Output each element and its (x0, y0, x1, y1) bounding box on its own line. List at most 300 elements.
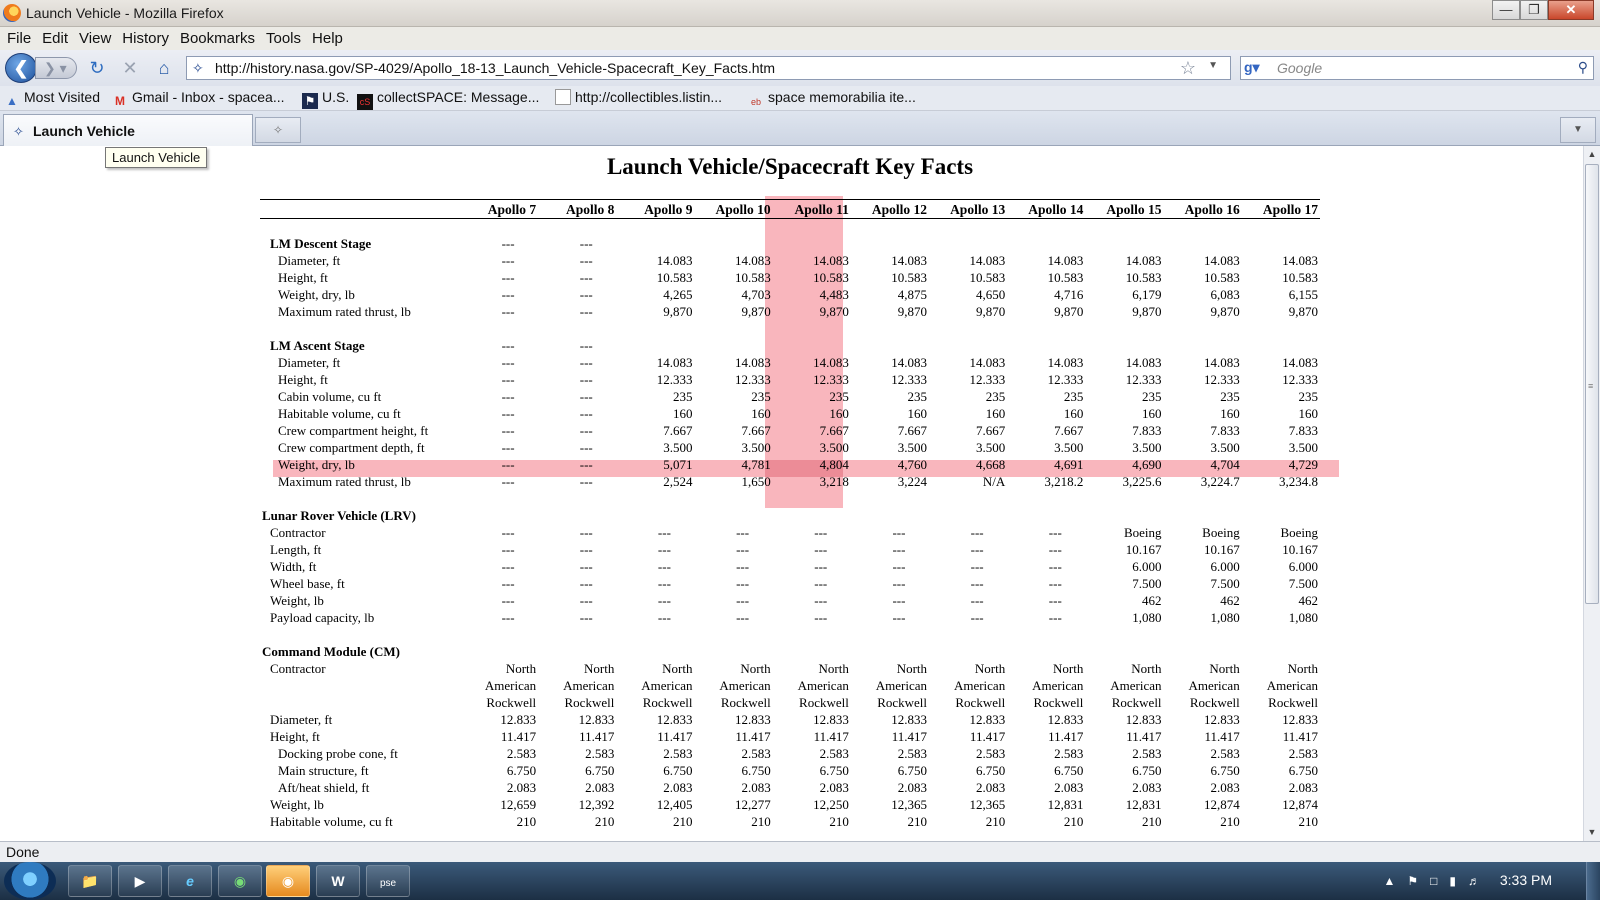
table-cell: 2,524 (663, 474, 693, 489)
table-cell: Rockwell (877, 695, 928, 710)
table-cell: 462 (1142, 593, 1162, 608)
table-cell: --- (501, 423, 515, 438)
table-cell: --- (579, 542, 593, 557)
status-bar (0, 841, 1600, 862)
table-cell: --- (736, 593, 750, 608)
taskbar-firefox[interactable] (266, 865, 310, 897)
table-row (260, 592, 1320, 609)
table-cell: Rockwell (1111, 695, 1162, 710)
table-cell: 12,874 (1282, 797, 1318, 812)
table-cell: Rockwell (1189, 695, 1240, 710)
table-cell: 7.667 (741, 423, 771, 438)
scroll-up-icon[interactable]: ▲ (1587, 149, 1597, 159)
table-cell: 7.667 (819, 423, 849, 438)
table-cell: 12,392 (578, 797, 615, 812)
table-cell: 7.667 (897, 423, 928, 438)
menu-view[interactable]: View (79, 30, 112, 47)
table-cell: --- (892, 610, 906, 625)
table-cell: 4,703 (741, 287, 771, 302)
table-cell: 9,870 (1132, 304, 1162, 319)
table-cell (1007, 337, 1085, 354)
table-cell: 14.083 (813, 253, 849, 268)
table-cell: 3.500 (897, 440, 928, 455)
taskbar-ie[interactable] (168, 865, 212, 897)
table-cell: --- (736, 525, 750, 540)
table-cell: 12,365 (891, 797, 928, 812)
url-bar[interactable] (186, 56, 1231, 80)
bookmark-us[interactable]: ⚑ U.S. (302, 89, 349, 109)
table-cell: Height, ft (278, 372, 328, 387)
table-cell: 10.583 (1125, 270, 1162, 285)
table-cell: 6.000 (1132, 559, 1162, 574)
table-cell: Rockwell (955, 695, 1006, 710)
search-placeholder[interactable]: Google (1277, 60, 1323, 76)
table-cell: --- (579, 270, 593, 285)
taskbar-word[interactable] (316, 865, 360, 897)
search-bar[interactable] (1240, 56, 1594, 80)
gmail-icon: M (115, 94, 125, 108)
table-cell: 12.833 (578, 712, 615, 727)
table-row (260, 354, 1320, 371)
spacer-row (260, 626, 1320, 643)
table-cell: --- (579, 610, 593, 625)
table-cell: 2.583 (975, 746, 1006, 761)
table-cell: 3.500 (1288, 440, 1318, 455)
menu-bookmarks[interactable]: Bookmarks (179, 30, 255, 47)
table-cell: 160 (829, 406, 849, 421)
column-header: Apollo 9 (644, 202, 693, 217)
table-cell: 6,155 (1288, 287, 1318, 302)
taskbar-clock[interactable]: 3:33 PM (1499, 872, 1552, 888)
firefox-icon (3, 4, 21, 22)
table-cell: Width, ft (270, 559, 317, 574)
table-cell: 6.000 (1210, 559, 1240, 574)
table-cell: Rockwell (1268, 695, 1318, 710)
table-cell: 14.083 (1047, 253, 1084, 268)
header-blank (260, 202, 460, 218)
table-cell (1164, 235, 1242, 252)
table-cell: Rockwell (1033, 695, 1084, 710)
url-dropdown-icon[interactable]: ▼ (1208, 60, 1218, 71)
table-cell: American (641, 678, 693, 693)
table-cell: 10.583 (1282, 270, 1318, 285)
table-cell: Crew compartment depth, ft (278, 440, 425, 455)
pse-icon: pse (379, 878, 397, 889)
table-cell: Weight, lb (270, 797, 324, 812)
table-cell: --- (579, 525, 593, 540)
vertical-scrollbar[interactable] (1583, 146, 1600, 841)
table-cell (1164, 507, 1242, 524)
table-cell: --- (579, 287, 593, 302)
table-cell: 11.417 (1048, 729, 1084, 744)
table-cell: --- (501, 406, 515, 421)
table-cell: 235 (829, 389, 849, 404)
window-controls (1492, 0, 1594, 20)
table-row (260, 252, 1320, 269)
table-cell: 210 (594, 814, 615, 829)
table-cell: 14.083 (656, 253, 693, 268)
table-cell (773, 337, 851, 354)
table-cell (616, 337, 694, 354)
table-cell (695, 235, 773, 252)
table-cell (929, 235, 1007, 252)
table-cell: Height, ft (270, 729, 320, 744)
table-cell: Rockwell (720, 695, 771, 710)
table-cell (1242, 337, 1320, 354)
table-cell: 12.833 (1125, 712, 1162, 727)
table-cell: 4,691 (1054, 457, 1084, 472)
table-cell: 160 (1063, 406, 1084, 421)
table-cell: 12.833 (656, 712, 693, 727)
table-cell: --- (501, 338, 515, 353)
table-cell: American (563, 678, 615, 693)
table-cell: 462 (1298, 593, 1318, 608)
table-cell: 2.583 (663, 746, 693, 761)
network-icon[interactable]: ▮ (1449, 874, 1456, 888)
table-cell: 2.583 (585, 746, 615, 761)
table-cell: 12.833 (891, 712, 928, 727)
table-cell: 14.083 (969, 355, 1006, 370)
table-cell: American (484, 678, 537, 693)
table-cell: 210 (985, 814, 1006, 829)
table-cell: 4,704 (1210, 457, 1240, 472)
table-cell (1242, 235, 1320, 252)
table-cell: Wheel base, ft (270, 576, 345, 591)
table-cell: 210 (751, 814, 771, 829)
tab-strip (0, 111, 1600, 146)
tab-launch-vehicle[interactable] (3, 114, 253, 146)
maximize-button[interactable]: ❐ (1520, 0, 1548, 20)
table-cell: 210 (1142, 814, 1162, 829)
table-cell: 11.417 (657, 729, 693, 744)
minimize-button[interactable]: — (1492, 0, 1520, 20)
tray-expand-icon[interactable]: ▲ (1383, 874, 1396, 888)
column-header: Apollo 12 (871, 202, 928, 217)
bookmark-most-visited[interactable]: ▲ Most Visited (4, 89, 100, 109)
table-cell: 1,080 (1288, 610, 1318, 625)
table-cell: 6.750 (663, 763, 693, 778)
url-text[interactable]: http://history.nasa.gov/SP-4029/Apollo_18-13_Launch_Vehicle-Spacecraft_Key_Facts.htm (215, 60, 776, 76)
table-cell: 12.833 (1203, 712, 1240, 727)
bookmarks-toolbar (0, 86, 1600, 111)
table-cell: 4,729 (1288, 457, 1318, 472)
table-cell: --- (501, 559, 515, 574)
menu-tools[interactable]: Tools (265, 30, 302, 47)
table-cell: --- (501, 474, 515, 489)
google-engine-icon[interactable]: g▾ (1244, 59, 1260, 75)
column-header: Apollo 13 (950, 202, 1006, 217)
table-cell: --- (736, 542, 750, 557)
table-cell: --- (1048, 610, 1062, 625)
table-cell: 2.583 (1054, 746, 1084, 761)
app-icon: ◉ (233, 873, 247, 889)
bookmark-space-memorabilia[interactable]: eb space memorabilia ite... (748, 89, 916, 110)
bookmark-us-icon: ⚑ (302, 93, 318, 109)
table-cell: 10.583 (1047, 270, 1084, 285)
table-cell: 12.833 (1282, 712, 1318, 727)
table-cell: 7.833 (1210, 423, 1240, 438)
table-cell: --- (970, 559, 984, 574)
table-cell (1085, 235, 1163, 252)
column-header: Apollo 14 (1028, 202, 1084, 217)
table-cell: --- (736, 559, 750, 574)
table-row (260, 456, 1320, 473)
table-cell: 210 (1063, 814, 1084, 829)
table-cell: --- (892, 559, 906, 574)
table-cell: 9,870 (1054, 304, 1084, 319)
bookmark-collectspace[interactable]: cS collectSPACE: Message... (357, 89, 539, 110)
table-cell: 12.333 (656, 372, 693, 387)
table-cell: American (1266, 678, 1318, 693)
table-cell: 11.417 (1282, 729, 1318, 744)
table-cell: --- (657, 610, 671, 625)
table-cell: 160 (1298, 406, 1318, 421)
navigation-toolbar (0, 50, 1600, 86)
table-cell: 12.333 (1125, 372, 1162, 387)
table-cell: 12,250 (813, 797, 849, 812)
action-center-icon[interactable]: ⚑ (1407, 874, 1419, 888)
volume-icon[interactable]: ♬ (1468, 874, 1480, 888)
table-cell: --- (970, 593, 984, 608)
table-cell: --- (501, 389, 515, 404)
show-desktop-button[interactable] (1586, 862, 1600, 900)
table-cell: 7.500 (1288, 576, 1318, 591)
table-cell: Aft/heat shield, ft (278, 780, 370, 795)
table-top-rule (260, 199, 1320, 200)
back-button[interactable]: ❮ (5, 53, 37, 83)
table-row (260, 405, 1320, 422)
column-header: Apollo 11 (794, 202, 849, 217)
table-cell: 5,071 (663, 457, 693, 472)
table-cell: 2.083 (975, 780, 1006, 795)
table-row (260, 541, 1320, 558)
stop-icon[interactable]: ✕ (122, 58, 138, 78)
menu-help[interactable]: Help (312, 30, 343, 47)
table-cell: --- (579, 423, 593, 438)
table-cell: Payload capacity, lb (270, 610, 375, 625)
table-cell: --- (814, 559, 828, 574)
table-row (260, 779, 1320, 796)
table-cell: Weight, dry, lb (278, 287, 355, 302)
taskbar-pse[interactable] (366, 865, 410, 897)
table-cell: North (896, 661, 928, 676)
ebay-icon: eb (750, 97, 761, 107)
column-header: Apollo 8 (565, 202, 615, 217)
table-row (260, 286, 1320, 303)
table-cell: North (1131, 661, 1162, 676)
home-icon[interactable]: ⌂ (158, 58, 170, 78)
taskbar-media-player[interactable] (118, 865, 162, 897)
table-row (260, 269, 1320, 286)
table-cell: --- (579, 236, 593, 251)
table-cell: 4,265 (663, 287, 693, 302)
table-cell: --- (1048, 559, 1062, 574)
table-row (260, 388, 1320, 405)
new-tab-button[interactable]: ✧ (255, 117, 301, 143)
table-cell: 2.083 (1054, 780, 1084, 795)
table-cell (695, 337, 773, 354)
table-cell: 7.833 (1132, 423, 1162, 438)
table-cell: North (505, 661, 537, 676)
table-cell (460, 507, 538, 524)
table-row (260, 609, 1320, 626)
table-cell: Diameter, ft (270, 712, 333, 727)
table-cell: 14.083 (734, 253, 771, 268)
table-cell: 10.167 (1203, 542, 1240, 557)
table-row (260, 422, 1320, 439)
table-cell: LM Descent Stage (270, 236, 372, 251)
table-cell (1164, 337, 1242, 354)
page-title: Launch Vehicle/Spacecraft Key Facts (606, 154, 974, 179)
table-cell: 14.083 (969, 253, 1006, 268)
table-cell: 14.083 (891, 253, 928, 268)
list-all-tabs-button[interactable]: ▼ (1560, 117, 1596, 143)
media-player-icon: ▶ (134, 873, 146, 889)
table-cell: 14.083 (1125, 253, 1162, 268)
table-cell: North (1053, 661, 1084, 676)
table-cell: 2.083 (1132, 780, 1162, 795)
table-cell: 11.417 (1126, 729, 1162, 744)
table-cell: 12,365 (969, 797, 1006, 812)
table-cell: 235 (907, 389, 928, 404)
table-cell: 12.833 (734, 712, 771, 727)
table-cell: 2.083 (897, 780, 928, 795)
bookmark-gmail[interactable]: M Gmail - Inbox - spacea... (112, 89, 285, 109)
table-cell: 9,870 (1288, 304, 1318, 319)
table-cell: 12.333 (1203, 372, 1240, 387)
table-row (260, 558, 1320, 575)
table-cell: 235 (751, 389, 771, 404)
page-icon (555, 89, 571, 105)
table-cell: --- (501, 287, 515, 302)
table-row (260, 473, 1320, 490)
table-cell: North (662, 661, 693, 676)
table-cell: 235 (985, 389, 1006, 404)
table-cell: 10.583 (1203, 270, 1240, 285)
table-cell: 7.667 (663, 423, 693, 438)
close-button[interactable]: ✕ (1548, 0, 1594, 20)
table-cell (1085, 337, 1163, 354)
table-cell: --- (814, 576, 828, 591)
table-cell: 6.750 (819, 763, 849, 778)
table-cell: 9,870 (741, 304, 771, 319)
table-cell: Maximum rated thrust, lb (278, 474, 411, 489)
table-cell: --- (970, 525, 984, 540)
table-cell (851, 507, 929, 524)
taskbar-explorer[interactable] (68, 865, 112, 897)
table-cell: Length, ft (270, 542, 322, 557)
table-cell: 12,831 (1047, 797, 1084, 812)
table-cell: Habitable volume, cu ft (270, 814, 393, 829)
bookmark-collectibles[interactable]: http://collectibles.listin... (555, 89, 722, 105)
table-cell: --- (579, 304, 593, 319)
table-cell: --- (579, 355, 593, 370)
key-facts-table (260, 202, 1320, 830)
table-cell: --- (1048, 576, 1062, 591)
forward-button[interactable]: ❯ ▾ (35, 57, 77, 79)
site-identity-icon[interactable]: ✧ (192, 60, 204, 76)
table-cell: American (875, 678, 928, 693)
table-cell: 12.833 (813, 712, 849, 727)
table-cell: Docking probe cone, ft (278, 746, 398, 761)
table-cell: --- (892, 525, 906, 540)
table-cell (851, 235, 929, 252)
table-cell: 7.833 (1288, 423, 1318, 438)
table-cell: 6.750 (1210, 763, 1240, 778)
table-cell: Main structure, ft (278, 763, 369, 778)
table-cell: --- (657, 593, 671, 608)
table-cell: 2.583 (506, 746, 537, 761)
bookmark-star-icon[interactable]: ☆ (1179, 58, 1196, 78)
table-cell: --- (579, 406, 593, 421)
tab-tooltip: Launch Vehicle (105, 147, 207, 168)
start-button[interactable] (4, 862, 56, 900)
table-cell: 160 (1142, 406, 1162, 421)
table-cell: Cabin volume, cu ft (278, 389, 382, 404)
table-row (260, 711, 1320, 728)
table-cell: 6.750 (1288, 763, 1318, 778)
table-cell: 10.583 (734, 270, 771, 285)
window-title: Launch Vehicle - Mozilla Firefox (26, 5, 224, 21)
collectspace-icon: cS (357, 94, 373, 110)
table-cell: 4,804 (819, 457, 849, 472)
table-cell: 11.417 (1204, 729, 1240, 744)
taskbar-app[interactable] (218, 865, 262, 897)
table-cell: 210 (907, 814, 928, 829)
search-icon[interactable]: ⚲ (1577, 59, 1588, 75)
table-cell (616, 235, 694, 252)
table-cell: --- (501, 355, 515, 370)
table-cell: 6,083 (1210, 287, 1240, 302)
firefox-taskbar-icon: ◉ (281, 873, 295, 889)
table-cell: 14.083 (813, 355, 849, 370)
reload-icon[interactable]: ↻ (89, 58, 105, 78)
device-icon[interactable]: □ (1430, 874, 1438, 888)
table-cell: 9,870 (1210, 304, 1240, 319)
table-cell: 210 (673, 814, 693, 829)
table-cell: --- (501, 253, 515, 268)
table-cell: 235 (673, 389, 693, 404)
table-cell: 4,668 (975, 457, 1006, 472)
column-header: Apollo 15 (1106, 202, 1162, 217)
table-cell: 3.500 (663, 440, 693, 455)
table-cell (773, 507, 851, 524)
menu-file[interactable]: File (7, 30, 32, 47)
menu-edit[interactable]: Edit (42, 30, 69, 47)
table-cell: 12.333 (891, 372, 928, 387)
table-cell: 2.583 (741, 746, 771, 761)
table-cell: 12,874 (1203, 797, 1240, 812)
table-cell: 12.833 (969, 712, 1006, 727)
table-cell: 9,870 (663, 304, 693, 319)
table-cell: 10.583 (813, 270, 849, 285)
table-cell: North (584, 661, 615, 676)
most-visited-icon: ▲ (6, 94, 18, 108)
table-cell: 6.750 (975, 763, 1006, 778)
table-cell: --- (814, 593, 828, 608)
menu-history[interactable]: History (122, 30, 169, 47)
scroll-down-icon[interactable]: ▼ (1587, 827, 1597, 837)
table-cell (929, 337, 1007, 354)
table-cell: 3,234.8 (1279, 474, 1318, 489)
table-row (260, 813, 1320, 830)
table-cell: 2.583 (897, 746, 928, 761)
table-cell: 1,080 (1210, 610, 1240, 625)
table-cell: --- (579, 559, 593, 574)
table-cell: 6.750 (506, 763, 537, 778)
table-cell: --- (736, 576, 750, 591)
table-cell: 12,831 (1125, 797, 1162, 812)
